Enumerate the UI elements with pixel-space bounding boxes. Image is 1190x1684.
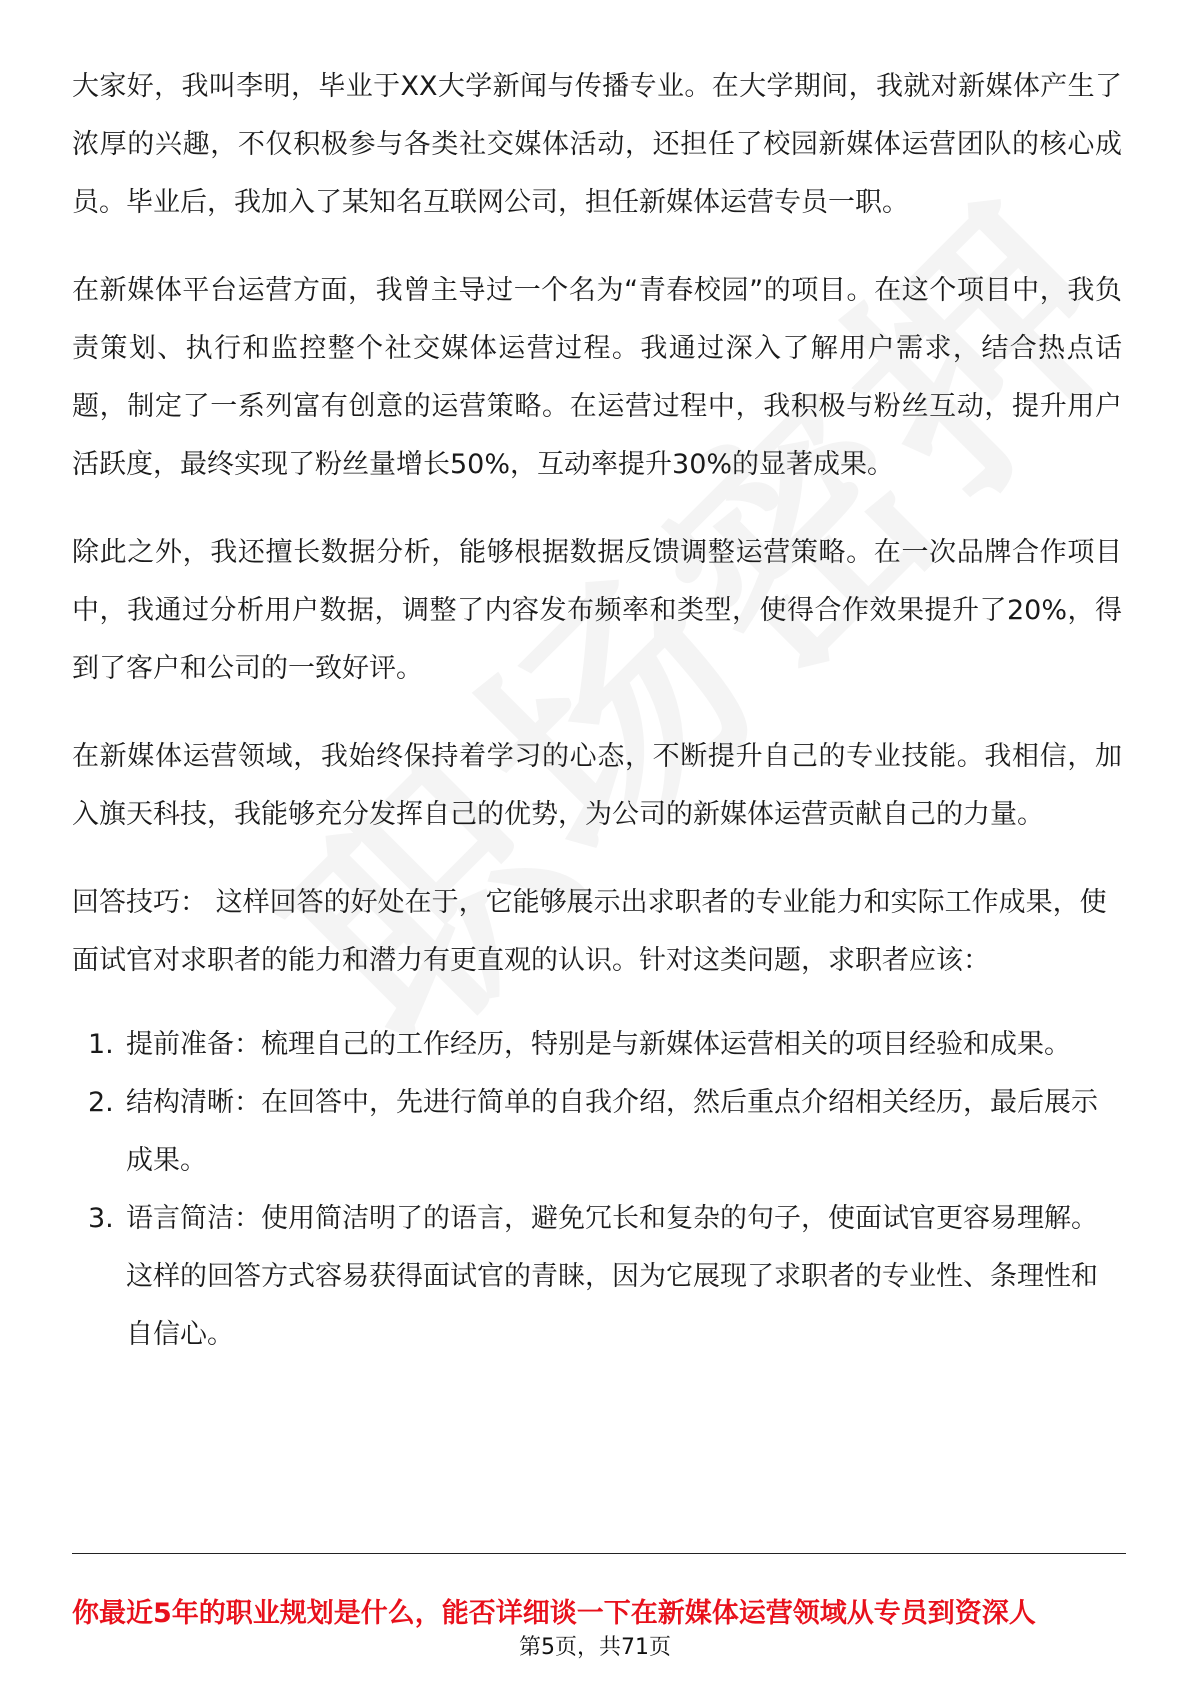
tips-list — [72, 1016, 1122, 1364]
list-item-text: 语言简洁：使用简洁明了的语言，避免冗长和复杂的句子，使面试官更容易理解。 这样的回答方式容易获得面试官的青睐，因为它展现了求职者的专业性、条理性和自信心。 — [126, 1203, 1098, 1350]
next-question-heading: 你最近5年的职业规划是什么，能否详细谈一下在新媒体运营领域从专员到资深人 — [72, 1598, 1036, 1629]
list-item-number: 1. — [88, 1029, 114, 1060]
list-item-text: 提前准备：梳理自己的工作经历，特别是与新媒体运营相关的项目经验和成果。 — [126, 1029, 1071, 1060]
list-item-number: 2. — [88, 1087, 114, 1118]
document-body — [72, 58, 1122, 1364]
section-divider — [72, 1553, 1126, 1554]
paragraph-data-analysis: 除此之外，我还擅长数据分析，能够根据数据反馈调整运营策略。在一次品牌合作项目中，我通过分析用户数据，调整了内容发布频率和类型，使得合作效果提升了20%，得到了客户和公司的一致好评。 — [72, 537, 1122, 684]
paragraph-project: 在新媒体平台运营方面，我曾主导过一个名为“青春校园”的项目。在这个项目中，我负责策划、执行和监控整个社交媒体运营过程。我通过深入了解用户需求，结合热点话题，制定了一系列富有创意的运营策略。在运营过程中，我积极与粉丝互动，提升用户活跃度，最终实现了粉丝量增长50%，互动率提升30%的显著成果。 — [72, 275, 1122, 480]
paragraph-intro: 大家好，我叫李明，毕业于XX大学新闻与传播专业。在大学期间，我就对新媒体产生了浓厚的兴趣，不仅积极参与各类社交媒体活动，还担任了校园新媒体运营团队的核心成员。毕业后，我加入了某知名互联网公司，担任新媒体运营专员一职。 — [72, 71, 1122, 218]
list-item-text: 结构清晰：在回答中，先进行简单的自我介绍，然后重点介绍相关经历，最后展示成果。 — [126, 1087, 1098, 1176]
paragraph-closing: 在新媒体运营领域，我始终保持着学习的心态，不断提升自己的专业技能。我相信，加入旗天科技，我能够充分发挥自己的优势，为公司的新媒体运营贡献自己的力量。 — [72, 741, 1122, 830]
list-item-number: 3. — [88, 1203, 114, 1234]
answer-tips-intro: 回答技巧： 这样回答的好处在于，它能够展示出求职者的专业能力和实际工作成果，使面试官对求职者的能力和潜力有更直观的认识。针对这类问题，求职者应该： — [72, 887, 1107, 976]
list-item — [72, 1074, 1122, 1190]
list-item — [72, 1190, 1122, 1364]
list-item — [72, 1016, 1122, 1074]
page-number: 第5页，共71页 — [519, 1635, 671, 1660]
